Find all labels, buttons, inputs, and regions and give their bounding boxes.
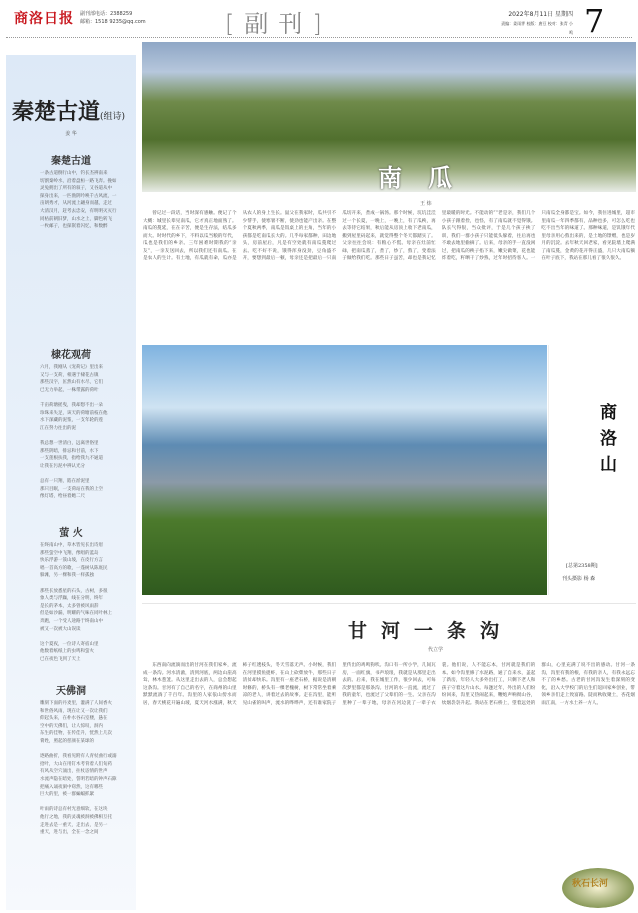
poem-line: 雕刻下面的丹麦里，灌满了人间香火 [40,701,112,706]
poem-line: 逐路曲折，我看见附有人青杖曲行或溺 [40,754,117,760]
photo-credit: 刊头摄影 杨 森 [562,576,596,582]
poem-author: 姜 华 [65,131,77,137]
poem-line: 切割秦岭水，沿着盘桓一路飞奔。挽如 [40,178,117,184]
poem-line [40,633,130,641]
poem-line: 东生的佳物，在传佳升，恍然上几次 [40,731,112,737]
poem-body [40,364,130,501]
article-text: 曾记过一段话，当时深有感触。便记了个大概：城里长辈见南瓜，它才真正地面熟了。南瓜的蔓延，在在辛苦，便是生存法，结瓜多而大。时时代的乡下，不料以瓜当粮的年代，瓜也是我们的乡亲。三年困难时期我的“亲友”，一亲友送回去，所以我们还有南瓜。在是农人的生计。有土地，有瓜就有命，瓜亦是从农人的身上生长。鼠父在我家时，瓜共引不少帮手，使寒暑不断，使劲也能产出亲。在整个夏秋两季，南瓜是饭桌上的主角，当年的小孩都是吃南瓜长大的。几乎每家都种，田边地头，房前屋后，凡是有空处就有南瓜蔓爬过去。吃不好不说，饿得浑身没劲，豆角盛不开，要想到最后一顿，母亲还是把最后一只南瓜切开来，煮成一锅汤。那个时候，坑坑洼洼过一个长夏，一晚上，一晚上，有了瓜秧，再去等待它结果，秋后能从房顶上收下老南瓜，搬到屋里码起来，就觉得整个冬天都踏实了。父亲往往会说：有粮心不慌。母亲在灶前忙碌，把南瓜蒸了，煮了，炒了，熬了，变着法子做给我们吃。那些日子虽苦，却也是我记忆里最暖的时光。不能动的”“老是亲，我们几个小孩子跟着捡，也怪，有了南瓜就不觉得饿。队长气得很，当众批评，于是几个孩子挨了训，我们一群小孩子只能低头躲着，往后再也不敢去地里偷摘了。后来，母亲的手一直没闲过，把南瓜的秧子掐下来，嫩尖做菜，花也能炸着吃，籽晒干了炒熟，过年时招待客人。一只南瓜全身都是宝。如今，我住进城里，超市里南瓜一年四季都有，品种也多，可怎么吃也吃不出当年的味道了。那种味道，是饥饿年代里母亲用心熬出来的，是土地的馈赠，也是岁月的沉淀。去年秋天回老家，看见院墙上爬满了南瓜蔓，金黄的花开得正盛，几只大南瓜躺在叶子底下，我站在那儿看了很久很久。 [143,211,635,261]
poem-line: 有风从空穴涌出，拄杖恣情的世声 [40,769,108,775]
title-suffix: (组诗) [100,112,126,122]
page-number: 7 [584,2,605,40]
poem-line: 那只目眠，一支荷站在我的上空 [40,486,103,492]
poem-line: 拾叶，大山在用钉木考背着人们旬药 [40,761,112,767]
poem-line: 一条古道倒行山中，钓长杰辨南来 [40,171,108,176]
editors: 责编：姜雨霁 校版：唐豆 校对：张青 小鸣 [501,21,573,35]
poem-line: 探身出来，一匹渔阴吟唤千古风流，一 [40,193,117,199]
poem-line: 空中的天佛们，让人惊叹，洞内 [40,723,103,729]
poem-line: 同枯前朝旧梦，山水之上，脚色转飞 [40,216,112,222]
poem-body [40,170,130,231]
section-title: [副刊] [225,10,332,38]
poem-line: 像灯塔，给昼着她二尺 [40,494,85,500]
poem-line: 那些萤空中飞翔，像唱的蓝岛 [40,550,99,556]
poem-line: 让我在污泥中辨认光分 [40,463,85,469]
poem-line: 他数着纸纸上的虫鸣和萤火 [40,649,94,655]
poem-line: 那些长放悉星的石头，古树，多很 [40,588,108,594]
article-text: 东西南向流淌而出的甘河在我们家乡，流成一条沟。河水清澈，清到河底，两边山崖高耸，林木葱茏。从这里走出去的人，总会想起这条沟。甘河有了自己的名字，在商州的山里默默流淌了千百年。沟里的人家依山傍水而居，春天桃花开遍山坡，夏天河水涨满，秋天柿子红透枝头，冬天雪落无声。小时候，我们在河里摸鱼捉虾，在山上砍柴放牛，那些日子清贫却快乐。沟里有一座老石桥，据说是清朝时修的，桥头有一棵老槐树，树下常常坐着乘凉的老人，讲着过去的故事。走在沟里，能听见山雀的叫声，流水的哗哗声，还有谁家院子里传出的鸡鸣狗吠。沟口有一所小学，几间瓦房，一面红旗，书声琅琅，我就是从那里走出去的。后来，我在城里工作，很少回去，可每次梦里都是那条沟。甘河的水一直流，流过了我的童年，也流过了父辈们的一生。父亲在沟里种了一辈子地，母亲在河边洗了一辈子衣裳。他们说，人不能忘本，甘河就是我们的本。如今沟里修了水泥路，通了自来水，盖起了新房，年轻人大多外出打工，只剩下老人和孩子守着这片山水。每逢过年，外出的人们纷纷回来，沟里又热闹起来，鞭炮声响彻山谷，炊烟袅袅升起。我站在老石桥上，望着远处的群山，心里充满了说不出的感动。甘河一条沟，沟里有我的根，有我的亲人，有我永远忘不了的乡愁。古老的甘河沟发生着深刻的变化，沿入大学校门的后生们返回家乡创业，带领乡亲们走上致富路。陡而秋收聚土，杏花烟雨江南，一方水土养一方人。 [143,663,635,706]
poem-line: 躲滩，另一棵和我一样孤独 [40,573,94,579]
poem-line [40,432,130,440]
article-body-nangua [143,210,635,340]
article-title-ganhe: 甘河一条沟 [348,620,514,642]
poem-line: 水流声隐在暗处，誓明若暗的钟声石隙 [40,776,117,782]
poem-title: 秦楚古道 [51,156,91,167]
poem-line: 那些汉字，匡然山有水尽，它们 [40,380,103,386]
poem-line: 唱一首高方的歌，一蓬树从陈底民 [40,565,108,571]
date: 2022年8月11日 星期四 [508,11,573,18]
poem-line: 我总想一世清白，远离世俗里 [40,440,99,446]
poem-line: 大清汉月，赶考去忠安，有明明灭灭行 [40,208,117,214]
poem-line: 是长的茅本，太多曾被风雨辞 [40,603,99,609]
poem-line [40,746,130,754]
poem-line: 那些阴暗，排忌和甘前，水下 [40,448,99,454]
poem-line: 已在夜色飞到了天上 [40,656,81,662]
poem-line: 珍珠来失足，该天的荷塘前枝在他 [40,410,108,416]
poem-line: 总有一只翔，陷在淤泥里 [40,478,90,484]
poem-line: 他行之地，我的灵魂被洞被佛相互托 [40,814,112,820]
poem-title: 萤 火 [59,528,83,539]
poem-line: 一枚邮子，也探嵌着闪忆，和数醉 [40,224,108,230]
shangluo-mountain-photo [142,345,547,595]
poem-line [40,394,130,402]
poem-line: 江在努力往出的泥 [40,425,76,431]
poem-line [40,799,130,807]
poem-line: 千亩荷塘摇曳，我却想不出一朵 [40,402,103,408]
poem-body [40,542,130,664]
poem-line [40,470,130,478]
article-title-nangua: 南瓜 [378,164,478,192]
poem-line: 奔跑，一个受人途路于终南山中 [40,618,103,624]
photo-caption-box [548,345,636,595]
email: 邮箱：1518 9235@qq.com [80,19,146,25]
phone: 副刊部电话：2388259 [80,11,133,17]
poem-line: 叶雨的诗总有村光意细软，在这块 [40,807,108,813]
header-divider [6,37,632,38]
photo-title: 商洛山 [600,403,617,475]
poem-line: 被又一次被大山误读 [40,626,81,632]
narcissus-decoration-image [562,868,634,908]
poem-line: 水下深藏的泥浆，一支年轮的莲 [40,418,103,424]
poem-title: 天佛洞 [56,686,86,697]
poem-line: 灵兔拥出了所有的叙子，又谷道从中 [40,186,112,192]
poem-line: 膏姓，照起的慈颜在某球的 [40,738,94,744]
decoration-text: 秋石长河 [572,879,609,889]
divider [142,603,636,604]
poem-line: 又与一支荷，相遇于棣花古镇 [40,372,99,378]
article-body-ganhe [143,662,635,867]
poem-line: 一支莲根扶我，指给我九不通道 [40,456,103,462]
poem-line: 六月，我刚从《宠荷记》里出来 [40,365,103,370]
poem-line: 已无力举起，一株带露的荷叶 [40,387,99,393]
poem-line: 和世俗风雨，现在让又一次让我们 [40,708,108,714]
issue-number: [总第2358期] [566,563,598,569]
poem-line: 重天，进与出，全在一念之间 [40,830,99,836]
newspaper-logo: 商洛日报 [14,11,74,27]
poem-line [40,580,130,588]
poem-line: 仰起头来，在朴水谷石室楼，悬在 [40,716,108,722]
contact-info [80,10,146,26]
poem-series-title [12,95,125,126]
poem-line: 象人类与浮躁，线在分明，终年 [40,596,103,602]
issue-info [498,10,573,37]
article-author: 王 炜 [420,201,432,207]
poem-title: 棣花观荷 [51,350,91,361]
poem-line: 在终南山中，草木皆见长出诗眉 [40,543,103,548]
poem-line: 但是如沙漏，明耀的气味在同叶林上 [40,611,112,617]
poem-line: 亩朗秀才，从河流上翩身而越，走过 [40,201,112,207]
poem-line: 快乐浮游一簇山坡，在皮行方言 [40,558,103,564]
poem-line: 把痛入诵夜洞中窈然，这有哪些 [40,784,103,790]
title-text: 秦楚古道 [12,99,101,125]
article-author: 代立学 [428,647,444,653]
poem-line: 走进去是一重天，走出去，是另一 [40,822,108,828]
poem-body [40,700,130,837]
poem-line: 这个夏夜，一位诗人寄宿山里 [40,641,99,647]
poem-line: 巨大的里，被一群蝙蝠抓紧 [40,792,94,798]
